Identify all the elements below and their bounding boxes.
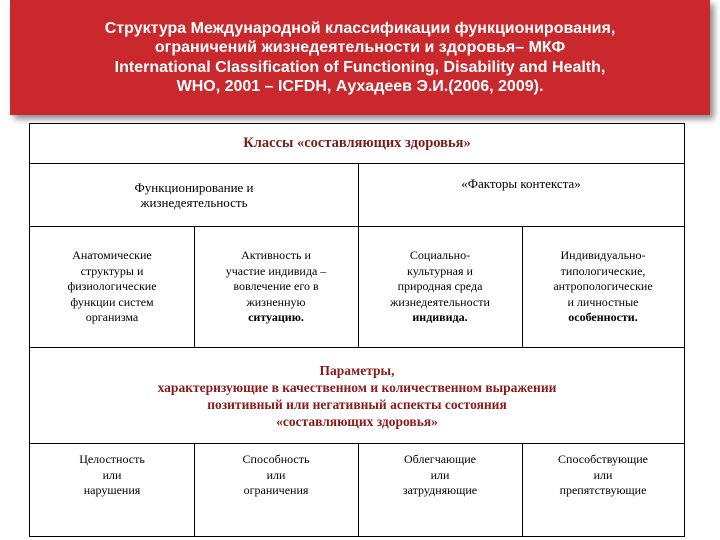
class-body-structures-line-4: функции систем (70, 294, 154, 309)
classes-row (30, 227, 684, 348)
aspect-facilitating-line-3: затрудняющие (402, 483, 478, 497)
parameters-line-3: позитивный или негативный аспекты состояния (207, 396, 507, 412)
parameters-line-1: Параметры, (319, 362, 395, 378)
aspect-contributing (522, 444, 684, 536)
class-activity-line-4: жизненную (246, 294, 306, 309)
icf-structure-table (29, 123, 685, 537)
aspect-ability-line-1: Способность (242, 452, 310, 466)
class-personal-line-5: особенности. (568, 310, 638, 325)
title-line-4: WHO, 2001 – ICFDH, Аухадеев Э.И.(2006, 2009). (176, 78, 544, 95)
class-personal-line-4: и личностные (567, 294, 639, 309)
header-row (30, 124, 684, 164)
group-row (30, 164, 684, 227)
aspect-ability-line-2: или (266, 467, 286, 482)
aspect-ability-line-3: ограничения (243, 483, 309, 497)
aspects-row (30, 444, 684, 536)
class-personal-line-1: Индивидуально- (560, 248, 646, 263)
group-functioning (30, 164, 358, 226)
class-body-structures-line-3: физиологические (67, 279, 157, 294)
aspect-ability (194, 444, 358, 536)
title-line-3: International Classification of Functioning, Disability and Health, (114, 58, 606, 76)
class-activity-line-1: Активность и (241, 248, 311, 263)
class-personal-line-3: антропологические (553, 279, 653, 294)
title-line-1: Структура Международной классификации функционирования, (104, 19, 616, 37)
aspect-facilitating-line-2: или (430, 467, 450, 482)
class-personal-factors (522, 227, 684, 347)
group-context-factors (358, 164, 684, 226)
class-environment-line-2: культурная и (407, 263, 473, 278)
aspect-facilitating (358, 444, 522, 536)
aspect-integrity-line-2: или (102, 467, 122, 482)
class-environment-line-1: Социально- (409, 248, 471, 263)
parameters-row (30, 348, 684, 444)
group-functioning-line-2: жизнедеятельность (140, 195, 248, 210)
aspect-contributing-line-2: или (593, 467, 613, 482)
class-environment-line-4: жизнедеятельности (390, 294, 490, 309)
class-activity-line-5: ситуацию. (248, 310, 304, 325)
class-body-structures-line-5: организма (85, 310, 139, 325)
class-activity-line-3: вовлечение его в (233, 279, 319, 294)
class-body-structures-line-1: Анатомические (72, 248, 152, 263)
class-environment-line-5: индивида. (412, 310, 468, 325)
classes-header: Классы «составляющих здоровья» (243, 134, 471, 151)
class-activity-participation (194, 227, 358, 347)
title-line-2: ограничений жизнедеятельности и здоровья– МКФ (154, 39, 566, 56)
class-body-structures (30, 227, 194, 347)
class-personal-line-2: типологические, (560, 263, 646, 278)
aspect-contributing-line-1: Способствующие (558, 452, 648, 466)
parameters-line-4: «составляющих здоровья» (276, 413, 438, 429)
class-environment-line-3: природная среда (397, 279, 483, 294)
title-banner (10, 0, 710, 115)
class-environment (358, 227, 522, 347)
parameters-line-2: характеризующие в качественном и количественном выражении (157, 379, 557, 395)
group-functioning-line-1: Функционирование и (134, 179, 254, 195)
group-context-line-1: «Факторы контекста» (461, 176, 581, 191)
aspect-integrity-line-3: нарушения (83, 483, 141, 497)
class-body-structures-line-2: структуры и (80, 263, 144, 278)
parameters-text (30, 348, 684, 443)
aspect-facilitating-line-1: Облегчающие (403, 452, 477, 466)
class-activity-line-2: участие индивида – (225, 263, 327, 278)
aspect-contributing-line-3: препятствующие (559, 483, 647, 497)
aspect-integrity-line-1: Целостность (79, 452, 145, 466)
aspect-integrity (30, 444, 194, 536)
